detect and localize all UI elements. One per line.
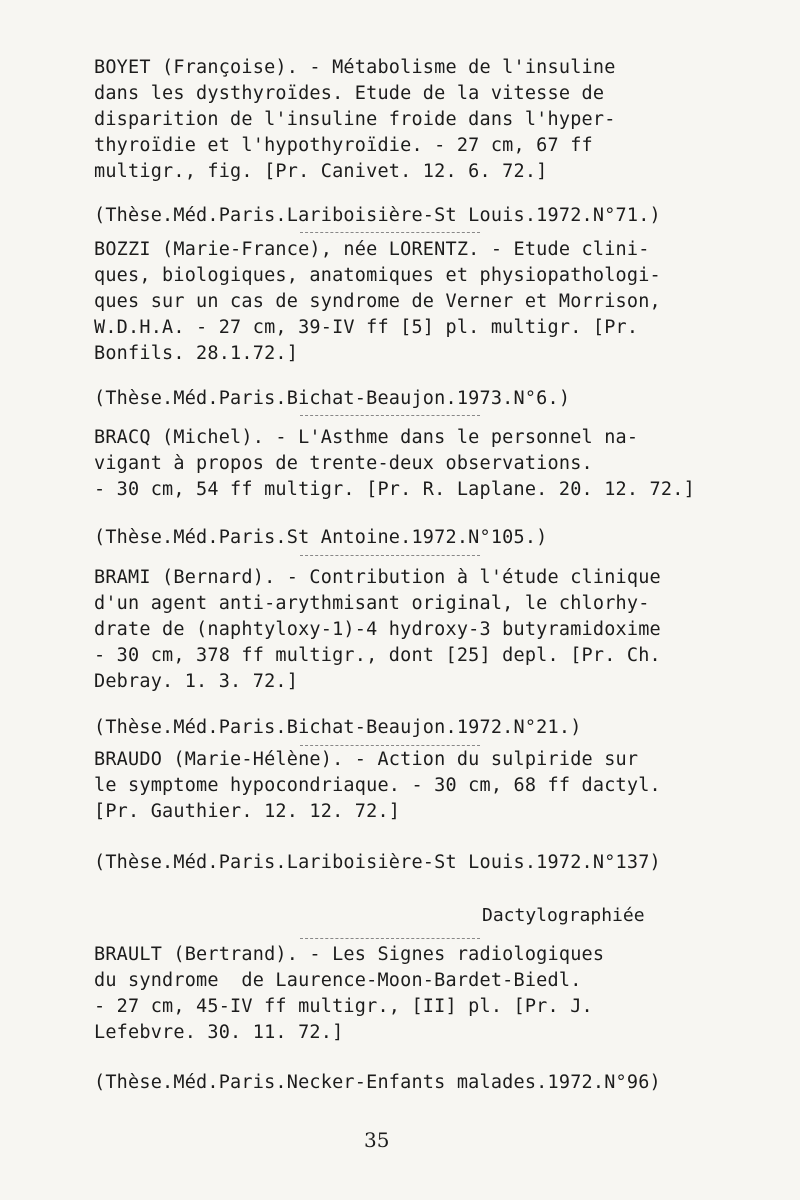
bibliography-entry — [94, 55, 734, 185]
entry-line: - 27 cm, 45-IV ff multigr., [II] pl. [Pr. J. — [94, 996, 593, 1017]
bibliography-entry — [94, 747, 734, 825]
entry-line: Bonfils. 28.1.72.] — [94, 343, 299, 364]
entry-line: Lefebvre. 30. 11. 72.] — [94, 1022, 344, 1043]
entry-line: [Pr. Gauthier. 12. 12. 72.] — [94, 801, 401, 822]
entry-line: drate de (naphtyloxy-1)-4 hydroxy-3 butyramidoxime — [94, 619, 661, 640]
thesis-reference: (Thèse.Méd.Paris.Necker-Enfants malades.1972.N°96) — [94, 1072, 661, 1093]
separator-rule — [300, 415, 480, 416]
page-number: 35 — [364, 1128, 390, 1152]
thesis-reference: (Thèse.Méd.Paris.St Antoine.1972.N°105.) — [94, 527, 548, 548]
separator-rule — [300, 555, 480, 556]
dactylographiee-note: Dactylographiée — [482, 905, 645, 926]
bibliography-entry — [94, 942, 734, 1046]
entry-line: - 30 cm, 378 ff multigr., dont [25] depl. [Pr. Ch. — [94, 645, 661, 666]
entry-line: disparition de l'insuline froide dans l'hyper- — [94, 109, 616, 130]
entry-line: BRAMI (Bernard). - Contribution à l'étude clinique — [94, 567, 661, 588]
entry-line: BOYET (Françoise). - Métabolisme de l'insuline — [94, 57, 616, 78]
entry-line: ques, biologiques, anatomiques et physiopathologi- — [94, 265, 661, 286]
entry-line: W.D.H.A. - 27 cm, 39-IV ff [5] pl. multigr. [Pr. — [94, 317, 639, 338]
thesis-reference: (Thèse.Méd.Paris.Lariboisière-St Louis.1972.N°71.) — [94, 205, 661, 226]
bibliography-entry — [94, 237, 734, 367]
entry-line: ques sur un cas de syndrome de Verner et Morrison, — [94, 291, 661, 312]
thesis-reference: (Thèse.Méd.Paris.Bichat-Beaujon.1972.N°21.) — [94, 717, 582, 738]
thesis-reference: (Thèse.Méd.Paris.Bichat-Beaujon.1973.N°6.) — [94, 388, 571, 409]
entry-line: BRACQ (Michel). - L'Asthme dans le personnel na- — [94, 427, 639, 448]
entry-line: thyroïdie et l'hypothyroïdie. - 27 cm, 67 ff — [94, 135, 593, 156]
thesis-reference: (Thèse.Méd.Paris.Lariboisière-St Louis.1972.N°137) — [94, 852, 661, 873]
entry-line: BRAULT (Bertrand). - Les Signes radiologiques — [94, 944, 605, 965]
entry-line: BOZZI (Marie-France), née LORENTZ. - Etude clini- — [94, 239, 650, 260]
entry-line: du syndrome de Laurence-Moon-Bardet-Biedl. — [94, 970, 582, 991]
entry-line: Debray. 1. 3. 72.] — [94, 671, 299, 692]
separator-rule — [300, 938, 480, 939]
entry-line: multigr., fig. [Pr. Canivet. 12. 6. 72.] — [94, 161, 548, 182]
separator-rule — [300, 232, 480, 233]
entry-line: BRAUDO (Marie-Hélène). - Action du sulpiride sur — [94, 749, 639, 770]
bibliography-entry — [94, 425, 734, 503]
entry-line: - 30 cm, 54 ff multigr. [Pr. R. Laplane. 20. 12. 72.] — [94, 479, 695, 500]
separator-rule — [300, 745, 480, 746]
entry-line: dans les dysthyroïdes. Etude de la vitesse de — [94, 83, 605, 104]
entry-line: le symptome hypocondriaque. - 30 cm, 68 ff dactyl. — [94, 775, 661, 796]
entry-line: vigant à propos de trente-deux observations. — [94, 453, 593, 474]
bibliography-entry — [94, 565, 734, 695]
entry-line: d'un agent anti-arythmisant original, le chlorhy- — [94, 593, 650, 614]
